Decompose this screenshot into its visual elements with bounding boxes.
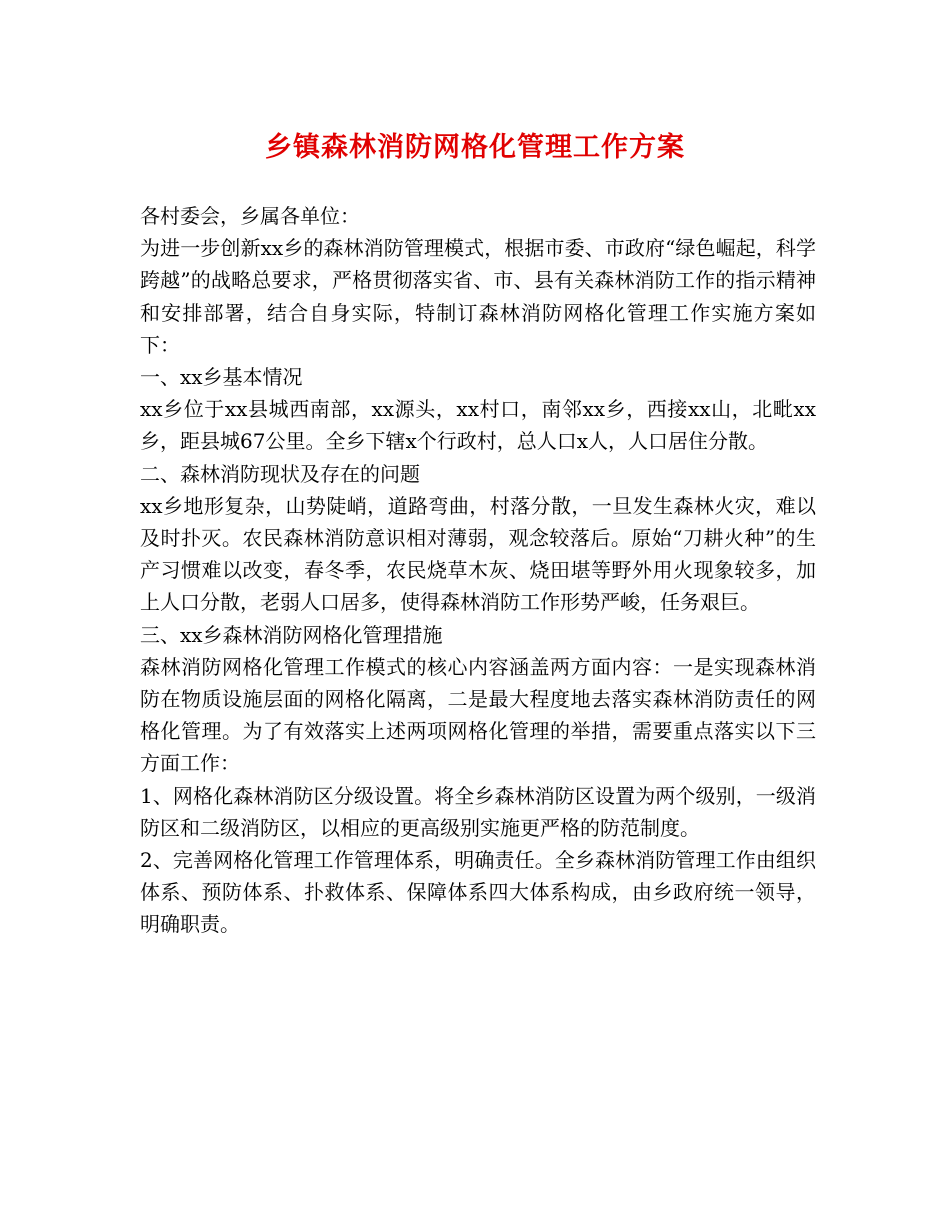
intro-paragraph: 为进一步创新xx乡的森林消防管理模式，根据市委、市政府“绿色崛起，科学跨越”的战略总要求，严格贯彻落实省、市、县有关森林消防工作的指示精神和安排部署，结合自身实际，特制订森林消防网格化管理工作实施方案如下： — [140, 236, 816, 357]
section-heading-2: 二、森林消防现状及存在的问题 — [140, 461, 420, 486]
salutation-paragraph: 各村委会，乡属各单位： — [140, 204, 360, 228]
section-3-paragraph: 森林消防网格化管理工作模式的核心内容涵盖两方面内容：一是实现森林消防在物质设施层面的网格化隔离，二是最大程度地去落实森林消防责任的网格化管理。为了有效落实上述两项网格化管理的举措，需要重点落实以下三方面工作： — [140, 654, 816, 776]
document-body — [140, 200, 816, 941]
section-heading-1: 一、xx乡基本情况 — [140, 365, 303, 390]
section-1-paragraph: xx乡位于xx县城西南部，xx源头，xx村口，南邻xx乡，西接xx山，北毗xx乡，距县城67公里。全乡下辖x个行政村，总人口x人，人口居住分散。 — [140, 397, 816, 454]
section-2-paragraph: xx乡地形复杂，山势陡峭，道路弯曲，村落分散，一旦发生森林火灾，难以及时扑灭。农民森林消防意识相对薄弱，观念较落后。原始“刀耕火种”的生产习惯难以改变，春冬季，农民烧草木灰、烧田堪等野外用火现象较多，加上人口分散，老弱人口居多，使得森林消防工作形势严峻，任务艰巨。 — [140, 493, 816, 615]
document-title: 乡镇森林消防网格化管理工作方案 — [265, 132, 685, 163]
measure-2-paragraph: 2、完善网格化管理工作管理体系，明确责任。全乡森林消防管理工作由组织体系、预防体系、扑救体系、保障体系四大体系构成，由乡政府统一领导，明确职责。 — [140, 848, 816, 937]
measure-1-paragraph: 1、网格化森林消防区分级设置。将全乡森林消防区设置为两个级别，一级消防区和二级消防区，以相应的更高级别实施更严格的防范制度。 — [140, 783, 816, 840]
section-heading-3: 三、xx乡森林消防网格化管理措施 — [140, 622, 443, 647]
